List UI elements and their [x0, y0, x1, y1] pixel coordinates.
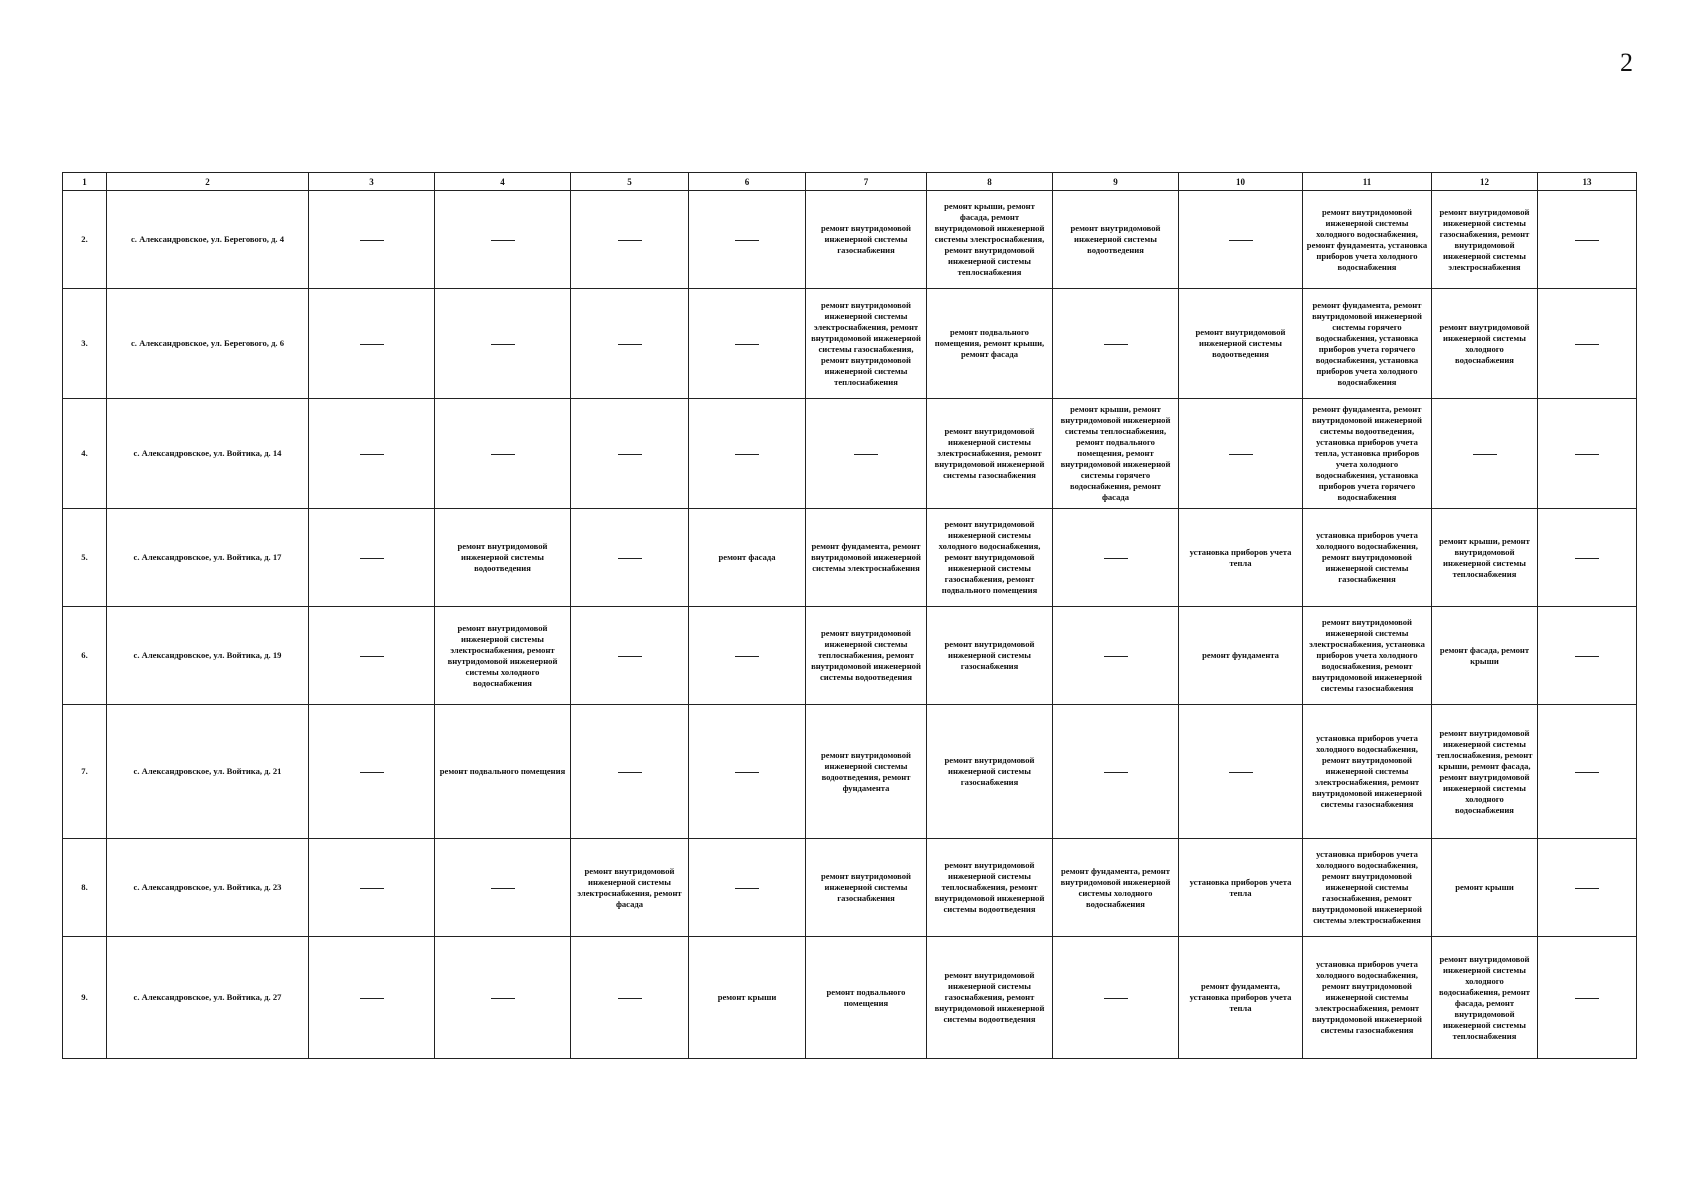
work-type-cell: ремонт фундамента — [1179, 607, 1303, 705]
empty-dash-cell — [309, 399, 435, 509]
column-header: 13 — [1538, 173, 1637, 191]
dash-mark — [1575, 772, 1599, 773]
dash-mark — [360, 998, 384, 999]
address-cell: с. Александровское, ул. Берегового, д. 4 — [107, 191, 309, 289]
table-row — [63, 705, 1637, 839]
address-cell: с. Александровское, ул. Берегового, д. 6 — [107, 289, 309, 399]
empty-dash-cell — [689, 607, 806, 705]
column-header: 2 — [107, 173, 309, 191]
column-header: 11 — [1303, 173, 1432, 191]
work-type-cell: ремонт крыши — [689, 937, 806, 1059]
work-type-cell: ремонт внутридомовой инженерной системы холодного водоснабжения, ремонт фундамента, установка приборов учета холодного водоснабжения — [1303, 191, 1432, 289]
empty-dash-cell — [1053, 509, 1179, 607]
table-row — [63, 607, 1637, 705]
dash-mark — [1104, 656, 1128, 657]
dash-mark — [360, 656, 384, 657]
dash-mark — [1104, 998, 1128, 999]
dash-mark — [1229, 240, 1253, 241]
work-type-cell: ремонт фундамента, ремонт внутридомовой инженерной системы водоотведения, установка приборов учета тепла, установка приборов учета холодного водоснабжения, установка приборов учета горячего водоснабжения — [1303, 399, 1432, 509]
work-type-cell: установка приборов учета тепла — [1179, 509, 1303, 607]
work-type-cell: ремонт внутридомовой инженерной системы газоснабжения — [806, 191, 927, 289]
dash-mark — [491, 998, 515, 999]
work-type-cell: ремонт внутридомовой инженерной системы газоснабжения — [927, 607, 1053, 705]
empty-dash-cell — [571, 607, 689, 705]
work-type-cell: ремонт подвального помещения — [806, 937, 927, 1059]
work-type-cell: ремонт внутридомовой инженерной системы электроснабжения, ремонт внутридомовой инженерной системы холодного водоснабжения — [435, 607, 571, 705]
dash-mark — [1229, 454, 1253, 455]
dash-mark — [735, 240, 759, 241]
empty-dash-cell — [435, 191, 571, 289]
dash-mark — [491, 454, 515, 455]
dash-mark — [1104, 772, 1128, 773]
row-number: 6. — [63, 607, 107, 705]
address-cell: с. Александровское, ул. Войтика, д. 21 — [107, 705, 309, 839]
work-type-cell: ремонт внутридомовой инженерной системы водоотведения, ремонт фундамента — [806, 705, 927, 839]
work-type-cell: ремонт фундамента, ремонт внутридомовой инженерной системы холодного водоснабжения — [1053, 839, 1179, 937]
table-row — [63, 289, 1637, 399]
column-header: 4 — [435, 173, 571, 191]
empty-dash-cell — [689, 399, 806, 509]
work-type-cell: ремонт внутридомовой инженерной системы теплоснабжения, ремонт внутридомовой инженерной системы водоотведения — [806, 607, 927, 705]
work-type-cell: ремонт внутридомовой инженерной системы газоснабжения, ремонт внутридомовой инженерной системы водоотведения — [927, 937, 1053, 1059]
address-cell: с. Александровское, ул. Войтика, д. 19 — [107, 607, 309, 705]
address-cell: с. Александровское, ул. Войтика, д. 23 — [107, 839, 309, 937]
address-cell: с. Александровское, ул. Войтика, д. 27 — [107, 937, 309, 1059]
empty-dash-cell — [309, 705, 435, 839]
empty-dash-cell — [689, 705, 806, 839]
empty-dash-cell — [309, 839, 435, 937]
empty-dash-cell — [1053, 705, 1179, 839]
work-type-cell: установка приборов учета холодного водоснабжения, ремонт внутридомовой инженерной системы газоснабжения, ремонт внутридомовой инженерной системы электроснабжения — [1303, 839, 1432, 937]
empty-dash-cell — [571, 191, 689, 289]
empty-dash-cell — [1538, 839, 1637, 937]
column-header: 7 — [806, 173, 927, 191]
work-type-cell: ремонт крыши, ремонт фасада, ремонт внутридомовой инженерной системы электроснабжения, ремонт внутридомовой инженерной системы теплоснабжения — [927, 191, 1053, 289]
empty-dash-cell — [1538, 399, 1637, 509]
dash-mark — [491, 344, 515, 345]
row-number: 4. — [63, 399, 107, 509]
work-type-cell: установка приборов учета тепла — [1179, 839, 1303, 937]
empty-dash-cell — [1179, 705, 1303, 839]
empty-dash-cell — [1538, 705, 1637, 839]
empty-dash-cell — [1538, 289, 1637, 399]
dash-mark — [618, 558, 642, 559]
row-number: 2. — [63, 191, 107, 289]
dash-mark — [360, 772, 384, 773]
empty-dash-cell — [1053, 289, 1179, 399]
row-number: 7. — [63, 705, 107, 839]
empty-dash-cell — [309, 607, 435, 705]
table-row — [63, 191, 1637, 289]
dash-mark — [360, 240, 384, 241]
table-row — [63, 839, 1637, 937]
work-type-cell: ремонт внутридомовой инженерной системы газоснабжения, ремонт внутридомовой инженерной системы электроснабжения — [1432, 191, 1538, 289]
work-type-cell: ремонт внутридомовой инженерной системы холодного водоснабжения — [1432, 289, 1538, 399]
page-number: 2 — [1620, 48, 1633, 77]
dash-mark — [735, 344, 759, 345]
row-number: 9. — [63, 937, 107, 1059]
work-type-cell: ремонт внутридомовой инженерной системы водоотведения — [1053, 191, 1179, 289]
empty-dash-cell — [571, 705, 689, 839]
empty-dash-cell — [806, 399, 927, 509]
work-type-cell: ремонт фасада, ремонт крыши — [1432, 607, 1538, 705]
empty-dash-cell — [689, 191, 806, 289]
empty-dash-cell — [309, 289, 435, 399]
dash-mark — [1575, 998, 1599, 999]
work-type-cell: ремонт внутридомовой инженерной системы холодного водоснабжения, ремонт фасада, ремонт внутридомовой инженерной системы теплоснабжения — [1432, 937, 1538, 1059]
column-header: 12 — [1432, 173, 1538, 191]
dash-mark — [360, 558, 384, 559]
dash-mark — [360, 344, 384, 345]
empty-dash-cell — [435, 399, 571, 509]
empty-dash-cell — [1432, 399, 1538, 509]
dash-mark — [618, 998, 642, 999]
dash-mark — [1104, 558, 1128, 559]
dash-mark — [735, 772, 759, 773]
work-type-cell: ремонт крыши, ремонт внутридомовой инженерной системы теплоснабжения — [1432, 509, 1538, 607]
column-header: 5 — [571, 173, 689, 191]
column-header: 9 — [1053, 173, 1179, 191]
work-type-cell: ремонт внутридомовой инженерной системы электроснабжения, установка приборов учета холодного водоснабжения, ремонт внутридомовой инженерной системы газоснабжения — [1303, 607, 1432, 705]
empty-dash-cell — [1179, 191, 1303, 289]
work-type-cell: ремонт внутридомовой инженерной системы электроснабжения, ремонт внутридомовой инженерной системы газоснабжения, ремонт внутридомовой инженерной системы теплоснабжения — [806, 289, 927, 399]
work-type-cell: ремонт внутридомовой инженерной системы электроснабжения, ремонт внутридомовой инженерной системы газоснабжения — [927, 399, 1053, 509]
dash-mark — [1229, 772, 1253, 773]
empty-dash-cell — [689, 289, 806, 399]
dash-mark — [1104, 344, 1128, 345]
column-header: 8 — [927, 173, 1053, 191]
dash-mark — [735, 454, 759, 455]
work-type-cell: ремонт подвального помещения, ремонт крыши, ремонт фасада — [927, 289, 1053, 399]
work-type-cell: установка приборов учета холодного водоснабжения, ремонт внутридомовой инженерной системы электроснабжения, ремонт внутридомовой инженерной системы газоснабжения — [1303, 705, 1432, 839]
empty-dash-cell — [309, 191, 435, 289]
work-type-cell: ремонт внутридомовой инженерной системы водоотведения — [1179, 289, 1303, 399]
work-type-cell: установка приборов учета холодного водоснабжения, ремонт внутридомовой инженерной системы электроснабжения, ремонт внутридомовой инженерной системы газоснабжения — [1303, 937, 1432, 1059]
table-row — [63, 937, 1637, 1059]
dash-mark — [1473, 454, 1497, 455]
empty-dash-cell — [1053, 607, 1179, 705]
dash-mark — [1575, 656, 1599, 657]
work-type-cell: ремонт внутридомовой инженерной системы газоснабжения — [927, 705, 1053, 839]
row-number: 8. — [63, 839, 107, 937]
work-type-cell: ремонт внутридомовой инженерной системы электроснабжения, ремонт фасада — [571, 839, 689, 937]
row-number: 5. — [63, 509, 107, 607]
dash-mark — [618, 240, 642, 241]
work-type-cell: ремонт фундамента, установка приборов учета тепла — [1179, 937, 1303, 1059]
column-header: 1 — [63, 173, 107, 191]
dash-mark — [491, 888, 515, 889]
empty-dash-cell — [309, 937, 435, 1059]
work-type-cell: ремонт внутридомовой инженерной системы теплоснабжения, ремонт крыши, ремонт фасада, ремонт внутридомовой инженерной системы холодного водоснабжения — [1432, 705, 1538, 839]
dash-mark — [360, 454, 384, 455]
empty-dash-cell — [1538, 607, 1637, 705]
dash-mark — [1575, 454, 1599, 455]
table-body — [63, 191, 1637, 1059]
work-type-cell: ремонт подвального помещения — [435, 705, 571, 839]
work-type-cell: ремонт фундамента, ремонт внутридомовой инженерной системы электроснабжения — [806, 509, 927, 607]
column-number-row — [63, 173, 1637, 191]
empty-dash-cell — [571, 509, 689, 607]
dash-mark — [618, 772, 642, 773]
empty-dash-cell — [571, 399, 689, 509]
work-type-cell: ремонт внутридомовой инженерной системы теплоснабжения, ремонт внутридомовой инженерной системы водоотведения — [927, 839, 1053, 937]
dash-mark — [618, 344, 642, 345]
work-type-cell: ремонт внутридомовой инженерной системы газоснабжения — [806, 839, 927, 937]
dash-mark — [1575, 240, 1599, 241]
dash-mark — [1575, 888, 1599, 889]
work-type-cell: ремонт крыши — [1432, 839, 1538, 937]
dash-mark — [854, 454, 878, 455]
empty-dash-cell — [1538, 937, 1637, 1059]
work-type-cell: ремонт фундамента, ремонт внутридомовой инженерной системы горячего водоснабжения, установка приборов учета горячего водоснабжения, установка приборов учета холодного водоснабжения — [1303, 289, 1432, 399]
table-row — [63, 509, 1637, 607]
dash-mark — [618, 656, 642, 657]
dash-mark — [618, 454, 642, 455]
dash-mark — [1575, 558, 1599, 559]
work-type-cell: ремонт крыши, ремонт внутридомовой инженерной системы теплоснабжения, ремонт подвального помещения, ремонт внутридомовой инженерной системы горячего водоснабжения, ремонт фасада — [1053, 399, 1179, 509]
empty-dash-cell — [309, 509, 435, 607]
empty-dash-cell — [1179, 399, 1303, 509]
dash-mark — [735, 656, 759, 657]
empty-dash-cell — [1538, 191, 1637, 289]
empty-dash-cell — [435, 289, 571, 399]
empty-dash-cell — [1053, 937, 1179, 1059]
empty-dash-cell — [571, 937, 689, 1059]
work-type-cell: установка приборов учета холодного водоснабжения, ремонт внутридомовой инженерной системы газоснабжения — [1303, 509, 1432, 607]
address-cell: с. Александровское, ул. Войтика, д. 17 — [107, 509, 309, 607]
dash-mark — [1575, 344, 1599, 345]
dash-mark — [735, 888, 759, 889]
dash-mark — [360, 888, 384, 889]
dash-mark — [491, 240, 515, 241]
column-header: 6 — [689, 173, 806, 191]
table-row — [63, 399, 1637, 509]
empty-dash-cell — [689, 839, 806, 937]
column-header: 10 — [1179, 173, 1303, 191]
empty-dash-cell — [1538, 509, 1637, 607]
column-header: 3 — [309, 173, 435, 191]
work-type-cell: ремонт внутридомовой инженерной системы водоотведения — [435, 509, 571, 607]
empty-dash-cell — [435, 839, 571, 937]
empty-dash-cell — [571, 289, 689, 399]
address-cell: с. Александровское, ул. Войтика, д. 14 — [107, 399, 309, 509]
work-type-cell: ремонт фасада — [689, 509, 806, 607]
empty-dash-cell — [435, 937, 571, 1059]
work-type-cell: ремонт внутридомовой инженерной системы холодного водоснабжения, ремонт внутридомовой инженерной системы газоснабжения, ремонт подвального помещения — [927, 509, 1053, 607]
row-number: 3. — [63, 289, 107, 399]
repair-schedule-table — [62, 172, 1637, 1059]
